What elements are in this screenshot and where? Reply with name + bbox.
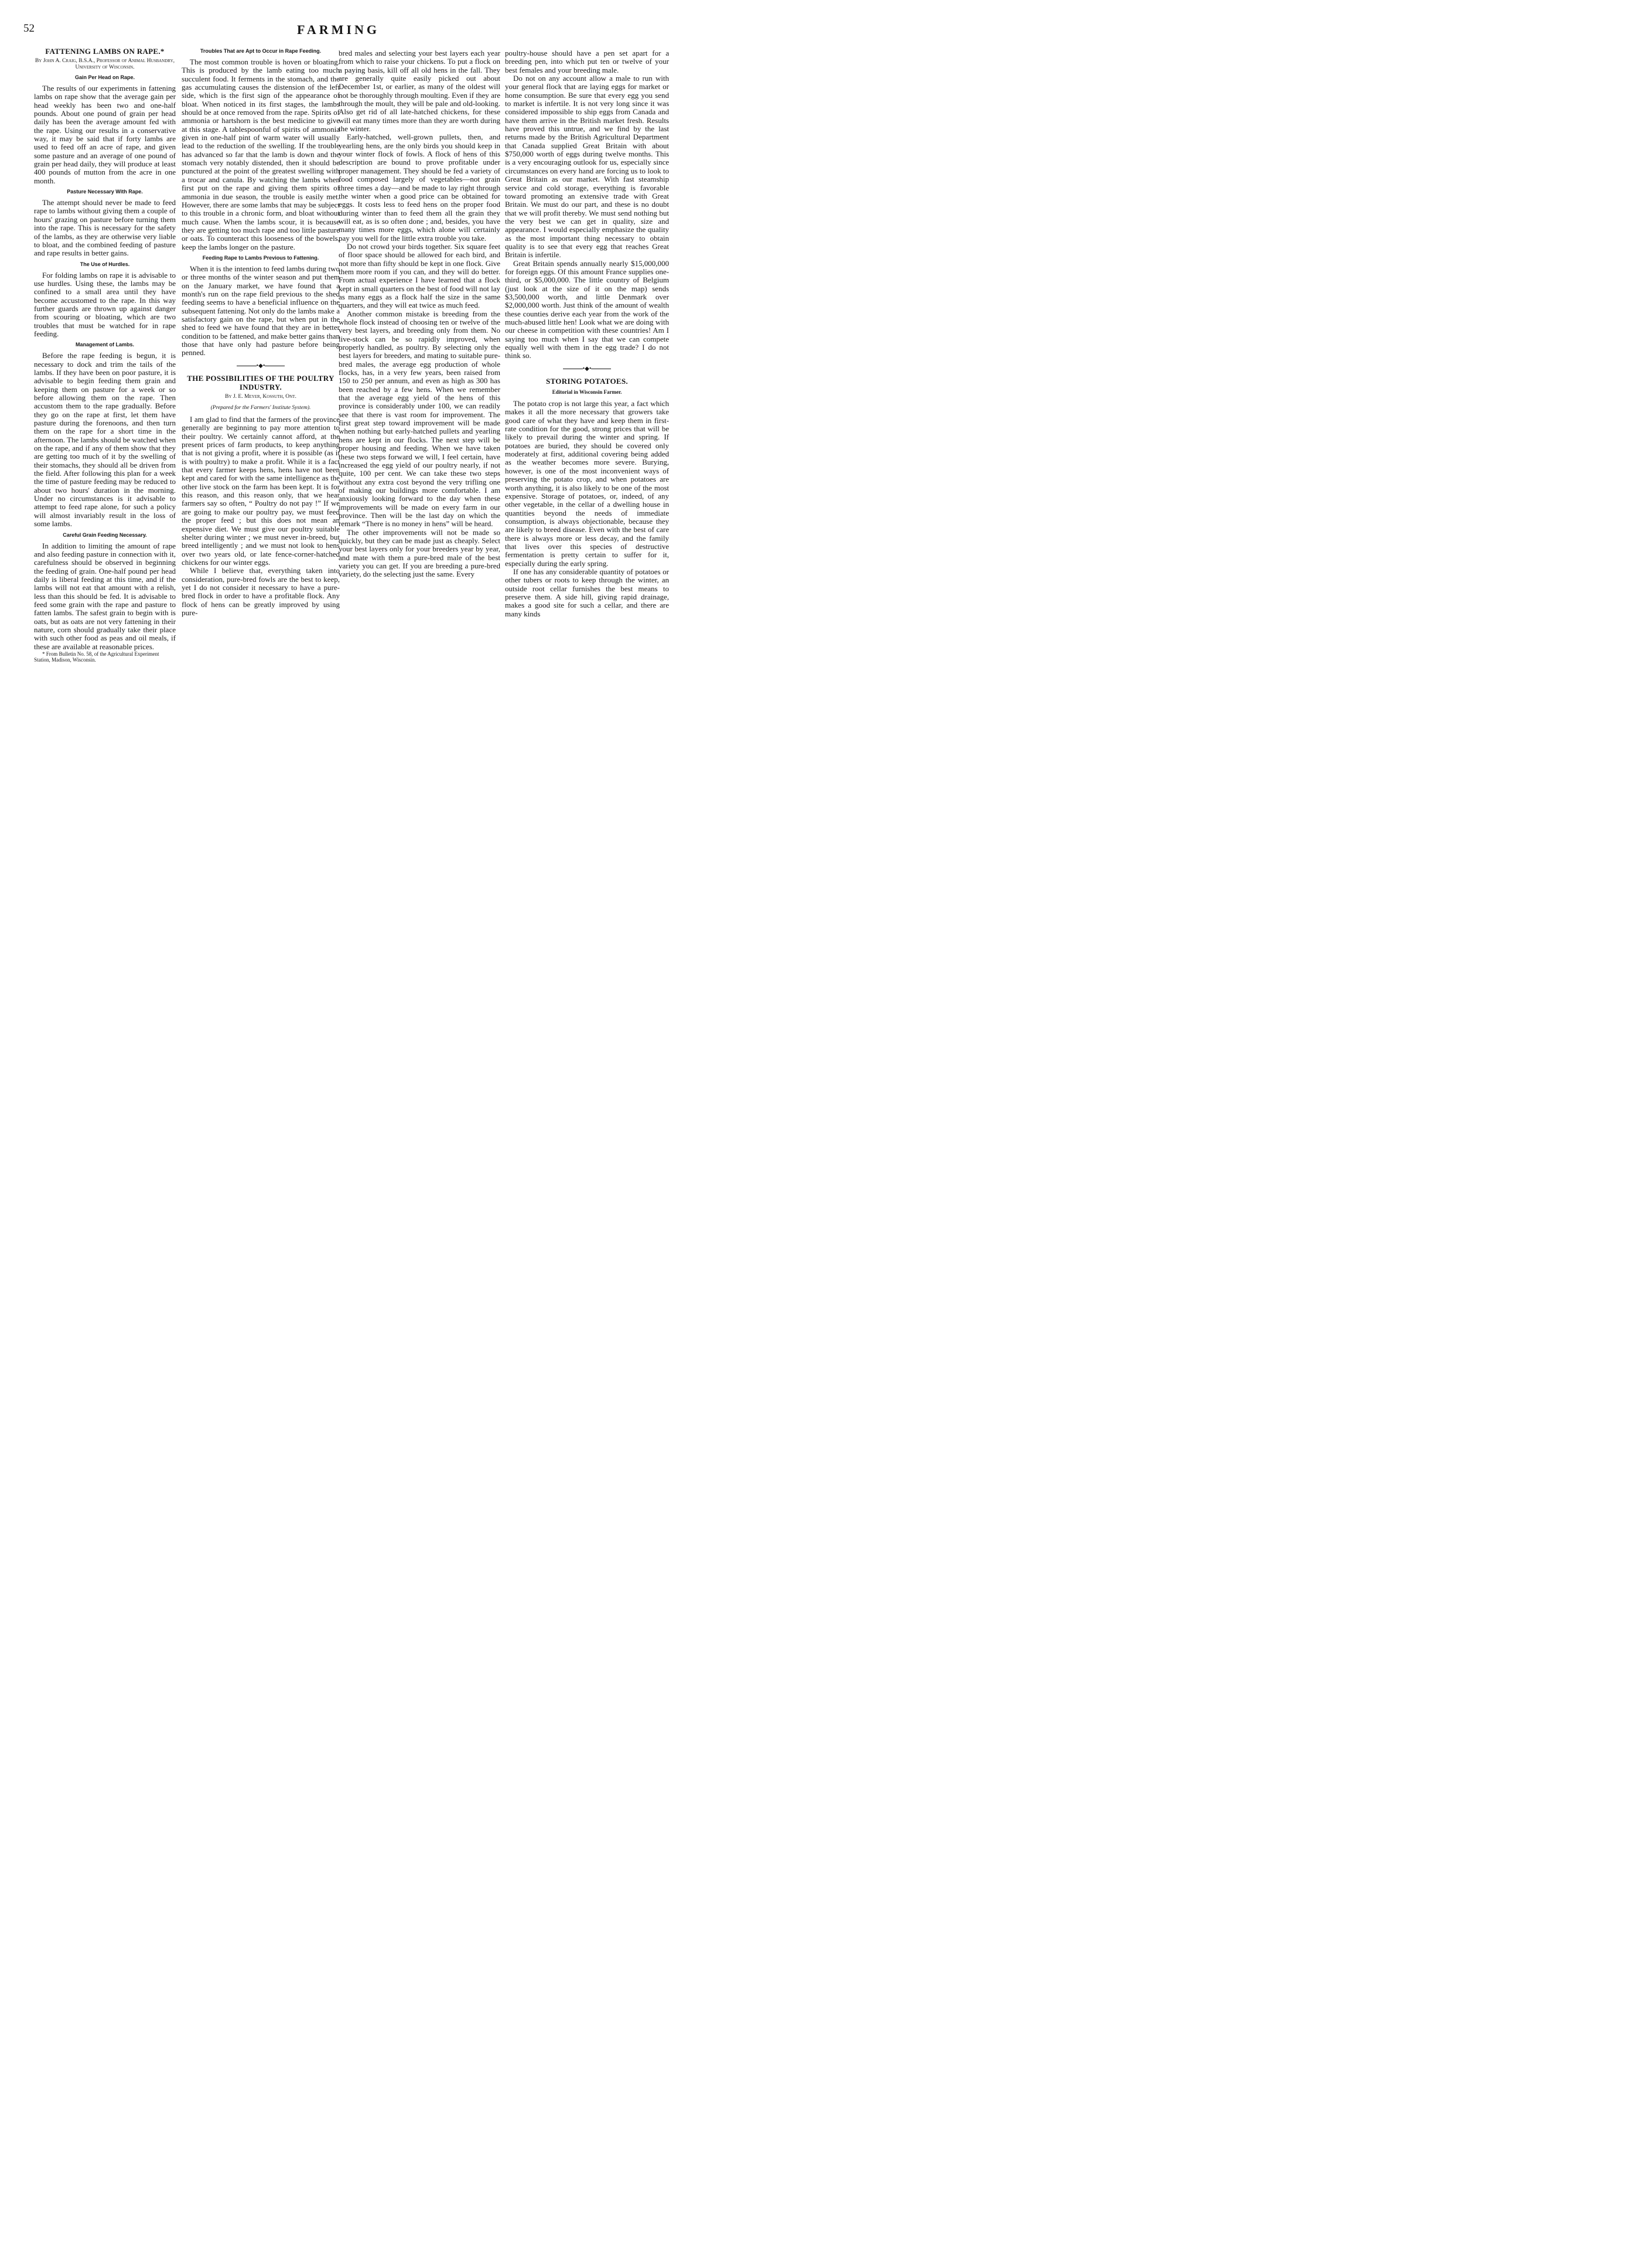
newspaper-page bbox=[0, 0, 677, 924]
section-heading: Management of Lambs. bbox=[75, 342, 134, 348]
section-heading: Pasture Necessary With Rape. bbox=[67, 189, 143, 195]
column-4 bbox=[505, 49, 669, 618]
paragraph: When it is the intention to feed lambs during two or three months of the winter season and put them on the January market, we have found that a month's run on the rape field previous to the shed feeding seems to have a beneficial influence on the subsequent fattening. Not only do the lambs make a satisfactory gain on the rape, but when put in the shed to feed we have found that they are in better condition to be fattened, and make better gains than those that have only had pasture before being penned. bbox=[182, 264, 340, 357]
paragraph: For folding lambs on rape it is advisable to use hurdles. Using these, the lambs may be confined to a small area until they have become accustomed to the rape. In this way further guards are thrown up against danger from scouring or bloating, which are two troubles that must be watched for in rape feeding. bbox=[34, 270, 176, 338]
section-divider: •◆• bbox=[505, 365, 669, 373]
paragraph: The most common trouble is hoven or bloating. This is produced by the lamb eating too much succulent food. It ferments in the stomach, and the gas accumulating causes the distension of the left side, which is the first sign of the appearance of bloat. When noticed in its first stages, the lambs should be at once removed from the rape. Spirits of ammonia or hartshorn is the best medicine to give at this stage. A tablespoonful of spirits of ammonia given in one-half pint of warm water will usually lead to the reduction of the swelling. If the trouble has advanced so far that the lamb is down and the stomach very notably distended, then it should be punctured at the point of the greatest swelling with a trocar and canula. By watching the lambs when first put on the rape and giving them spirits of ammonia in due season, the trouble is easily met. However, there are some lambs that may be subject to this trouble in a chronic form, and bloat without much cause. When the lambs scour, it is because they are getting too much rape and too little pasture or oats. To counteract this looseness of the bowels, keep the lambs longer on the pasture. bbox=[182, 57, 340, 251]
paragraph: Before the rape feeding is begun, it is necessary to dock and trim the tails of the lambs. If they have been on poor pasture, it is advisable to begin feeding them grain and keeping them on pasture for a week or so before allowing them on the rape. Then accustom them to the rape gradually. Before they go on the rape at first, let them have pasture during the forenoons, and then turn them on the rape for a short time in the afternoon. The lambs should be watched when on the rape, and if any of them show that they are getting too much of it by the swelling of their stomachs, they should all be driven from the field. After following this plan for a week the time of pasture feeding may be reduced to about two hours' duration in the morning. Under no circumstances is it advisable to attempt to feed rape alone, for such a policy will almost invariably result in the loss of some lambs. bbox=[34, 351, 176, 529]
paragraph: The attempt should never be made to feed rape to lambs without giving them a couple of hours' grazing on pasture before turning them into the rape. This is necessary for the safety of the lambs, as they are otherwise very liable to bloat, and the combined feeding of pasture and rape results in better gains. bbox=[34, 198, 176, 258]
paragraph: Great Britain spends annually nearly $15,000,000 for foreign eggs. Of this amount France supplies one-third, or $5,000,000. The little country of Belgium (just look at the size of it on the map) sends $3,500,000 worth, and little Denmark over $2,000,000 worth. Just think of the amount of wealth these counties derive each year from the work of the much-abused little hen! Look what we are doing with our cheese in competition with these countries! Am I saying too much when I say that we can compete equally well with them in the egg trade? I do not think so. bbox=[505, 258, 669, 360]
article-title-potatoes: STORING POTATOES. bbox=[546, 376, 628, 386]
paragraph: In addition to limiting the amount of rape and also feeding pasture in connection with it, carefulness should be observed in beginning the feeding of grain. One-half pound per head daily is liberal feeding at this time, and if the lambs will not eat that amount with a relish, less than this should be fed. It is advisable to feed some grain with the rape and pasture to fatten lambs. The safest grain to begin with is oats, but as oats are not very fattening in their nature, corn should gradually take their place with such other food as peas and oil meals, if these are available at reasonable prices. bbox=[34, 541, 176, 651]
section-heading: The Use of Hurdles. bbox=[80, 261, 130, 267]
section-heading: Careful Grain Feeding Necessary. bbox=[63, 531, 147, 538]
section-heading: Troubles That are Apt to Occur in Rape Feeding. bbox=[200, 48, 322, 54]
article-byline-lambs: By John A. Craig, B.S.A., Professor of Animal Husbandry, University of Wisconsin. bbox=[35, 58, 175, 70]
column-3 bbox=[339, 49, 500, 579]
paragraph: I am glad to find that the farmers of the province generally are beginning to pay more attention to their poultry. We certainly cannot afford, at the present prices of farm products, to keep anything that is not giving a profit, where it is possible (as it is with poultry) to make a profit. While it is a fact that every farmer keeps hens, hens have not been kept and cared for with the same intelligence as the other live stock on the farm has been kept. It is for this reason, and this reason only, that we hear farmers say so often, “ Poultry do not pay !” If we are going to make our poultry pay, we must feed the proper feed ; but this does not mean an expensive diet. We must give our poultry suitable shelter during winter ; we must never in-breed, but breed intelligently ; and we must not look to hens over two years old, or late fence-corner-hatched chickens for our winter eggs. bbox=[182, 415, 340, 567]
article-title-poultry: THE POSSIBILITIES OF THE POULTRY INDUSTRY. bbox=[187, 373, 335, 391]
paragraph: Early-hatched, well-grown pullets, then, and yearling hens, are the only birds you should keep in your winter flock of fowls. A flock of hens of this description are bound to prove profitable under proper management. They should be fed a variety of food composed largely of vegetables—not grain three times a day—and be made to lay right through the winter when a good price can be obtained for eggs. It costs less to feed hens on the proper food during winter than to feed them all the grain they will eat, as is so often done ; and, besides, you have many times more eggs, which alone will certainly pay you well for the little extra trouble you take. bbox=[339, 132, 500, 243]
section-divider: •◆• bbox=[182, 362, 340, 370]
paragraph: poultry-house should have a pen set apart for a breeding pen, into which put ten or twelve of your best females and your breeding male. bbox=[505, 49, 669, 74]
paragraph: Do not on any account allow a male to run with your general flock that are laying eggs for market or home consumption. Be sure that every egg you send to market is infertile. It is not very long since it was considered impossible to ship eggs from Canada and have them arrive in the British market fresh. Results have proved this untrue, and we find by the last returns made by the British Agricultural Department that Canada supplied Great Britain with about $750,000 worth of eggs during twelve months. This is a very encouraging outlook for us, especially since circumstances on every hand are forcing us to look to Great Britain as our market. With fast steamship service and cold storage, everything is favorable toward promoting an extensive trade with Great Britain. We must do our part, and these is no doubt that we will profit thereby. We must send nothing but the very best we can get in quality, size and appearance. I would especially emphasize the quality as the most important thing necessary to obtain quality is to see that every egg that reaches Great Britain is infertile. bbox=[505, 74, 669, 260]
column-2 bbox=[182, 47, 340, 617]
article-byline-poultry: By J. E. Meyer, Kossuth, Ont. bbox=[225, 393, 296, 400]
paragraph: bred males and selecting your best layers each year from which to raise your chickens. To put a flock on a paying basis, kill off all old hens in the fall. They are generally quite easily picked out about December 1st, or earlier, as many of the oldest will not be thoroughly through moulting. Even if they are through the moult, they will be pale and old-looking. Also get rid of all late-hatched chickens, for these will eat many times more than they are worth during the winter. bbox=[339, 49, 500, 134]
page-number: 52 bbox=[23, 22, 35, 35]
paragraph: The other improvements will not be made so quickly, but they can be made just as cheaply. Select your best layers only for your breeders year by year, and mate with them a pure-bred male of the best variety you can get. If you are breeding a pure-bred variety, do the selecting just the same. Every bbox=[339, 527, 500, 579]
section-heading: Feeding Rape to Lambs Previous to Fattening. bbox=[202, 254, 319, 261]
paragraph: The results of our experiments in fattening lambs on rape show that the average gain per head weekly has been two and one-half pounds. About one pound of grain per head daily has been the average amount fed with the rape. Using our results in a conservative way, it may be said that if forty lambs are used to feed off an acre of rape, and given some pasture and an average of one pound of grain per head daily, they will produce at least 400 pounds of mutton from the acre in one month. bbox=[34, 84, 176, 185]
footnote: * From Bulletin No. 58, of the Agricultural Experiment Station, Madison, Wisconsin. bbox=[34, 650, 159, 663]
paragraph: The potato crop is not large this year, a fact which makes it all the more necessary that growers take good care of what they have and keep them in first-rate condition for the good, strong prices that will be likely to prevail during the winter and spring. If potatoes are buried, they should be covered only moderately at first, additional covering being added as the weather becomes more severe. Burying, however, is one of the most inconvenient ways of preserving the potato crop, and when potatoes are worth anything, it is also likely to be one of the most expensive. Storage of potatoes, or, indeed, of any other vegetable, in the cellar of a dwelling house in quantities beyond the needs of immediate consumption, is always objectionable, because they are likely to breed disease. Even with the best of care there is always more or less decay, and the family that lives over this species of destructive fermentation is pretty certain to suffer for it, especially during the early spring. bbox=[505, 399, 669, 568]
running-title: FARMING bbox=[297, 22, 380, 37]
paragraph: If one has any considerable quantity of potatoes or other tubers or roots to keep through the winter, an outside root cellar furnishes the best means to preserve them. A side hill, giving rapid drainage, makes a good site for such a cellar, and there are many kinds bbox=[505, 567, 669, 618]
paragraph: Another common mistake is breeding from the whole flock instead of choosing ten or twelve of the very best layers, and breeding only from them. No live-stock can be so rapidly improved, when properly handled, as poultry. By selecting only the best layers for breeders, and mating to suitable pure-bred males, the average egg production of whole flocks, has, in a very few years, been raised from 150 to 250 per annum, and even as high as 300 has been reached by a few hens. When we remember that the average egg yield of the hens of this province is considerably under 100, we can readily see that there is vast room for improvement. The first great step toward improvement will be made when nothing but early-hatched pullets and yearling hens are kept in our flocks. The next step will be proper housing and feeding. When we have taken these two steps forward we will, I feel certain, have increased the egg yield of our poultry nearly, if not quite, 100 per cent. We can take these two steps without any extra cost beyond the very trifling one of making our buildings more comfortable. I am anxiously looking forward to the day when these improvements will be made on every farm in our province. Then will be the last day on which the remark “There is no money in hens” will be heard. bbox=[339, 309, 500, 529]
article-credit-potatoes: Editorial in Wisconsin Farmer. bbox=[552, 389, 622, 395]
article-title-lambs: FATTENING LAMBS ON RAPE.* bbox=[45, 47, 165, 56]
paragraph: Do not crowd your birds together. Six square feet of floor space should be allowed for each bird, and not more than fifty should be kept in one flock. Give them more room if you can, and they will do better. From actual experience I have learned that a flock kept in small quarters on the best of food will not lay as many eggs as a flock half the size in the same quarters, and they will eat twice as much feed. bbox=[339, 241, 500, 310]
paragraph: While I believe that, everything taken into consideration, pure-bred fowls are the best to keep, yet I do not consider it necessary to have a pure-bred flock in order to have a profitable flock. Any flock of hens can be greatly improved by using pure- bbox=[182, 566, 340, 617]
column-1 bbox=[34, 47, 176, 663]
section-heading: Gain Per Head on Rape. bbox=[74, 74, 135, 80]
article-credit-poultry: (Prepared for the Farmers' Institute System). bbox=[210, 404, 311, 411]
